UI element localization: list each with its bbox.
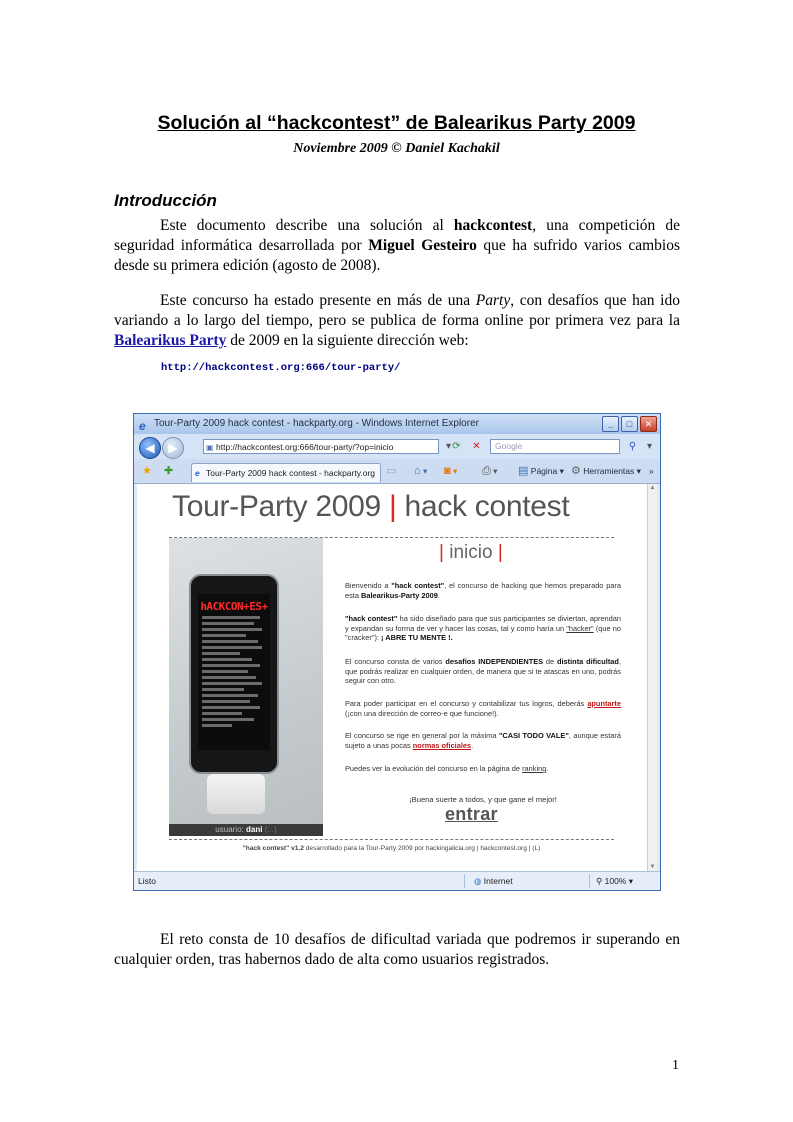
phone-logo: hACKCON+ES+ <box>200 600 268 613</box>
forward-icon[interactable]: ▶ <box>162 437 184 459</box>
tab-row <box>134 459 660 484</box>
phone-screen <box>198 594 270 750</box>
browser-screenshot <box>133 413 661 891</box>
site-footer: "hack contest" v1.2 desarrollado para la Tour-Party 2009 por hackingalicia.org | hackcontest.org | (L) <box>242 845 541 852</box>
tab-active[interactable]: e Tour-Party 2009 hack contest - hackparty.org <box>191 463 381 482</box>
search-icon[interactable]: ⚲ <box>628 441 637 452</box>
window-title: Tour-Party 2009 hack contest - hackparty.org - Windows Internet Explorer <box>154 418 479 429</box>
globe-icon: ◍ <box>474 876 482 886</box>
ie-logo-icon: e <box>139 419 146 433</box>
vertical-scrollbar[interactable]: ▲ ▼ <box>647 484 657 871</box>
site-paragraph-3: El concurso consta de varios desafíos INDEPENDIENTES de distinta dificultad, que podrás realizar en cualquier orden, de manera que si te atascas en uno, podrás seguir con otro. <box>345 657 621 685</box>
search-input[interactable]: Google <box>490 439 620 454</box>
close-icon[interactable]: ✕ <box>640 416 657 432</box>
tools-menu[interactable]: ⚙ Herramientas ▾ <box>571 465 641 477</box>
page-number: 1 <box>672 1058 679 1073</box>
site-title: Tour-Party 2009 | hack contest <box>172 490 570 523</box>
phone-dock <box>207 774 265 814</box>
user-indicator: usuario: dani (...) <box>169 824 323 836</box>
favorites-star-icon[interactable]: ★ <box>142 465 152 477</box>
address-row <box>134 434 660 459</box>
zoom-level[interactable]: ⚲ 100% ▾ <box>596 876 633 886</box>
dropdown-icon[interactable]: ▾ <box>445 441 452 452</box>
site-paragraph-5: El concurso se rige en general por la máxima "CASI TODO VALE", aunque estará sujeto a unas pocas normas oficiales. <box>345 731 621 750</box>
page-viewport <box>137 484 648 871</box>
status-bar <box>134 871 660 890</box>
site-paragraph-1: Bienvenido a "hack contest", el concurso de hacking que hemos preparado para esta Balearikus-Party 2009. <box>345 581 621 600</box>
feeds-icon[interactable]: ◙ ▾ <box>444 465 458 477</box>
intro-paragraph-1: Este documento describe una solución al hackcontest, una competición de seguridad informática desarrollada por Miguel Gesteiro que ha sufrido varios cambios desde su primera edición (agosto de 2008). <box>114 217 680 274</box>
normas-oficiales-link[interactable]: normas oficiales <box>412 740 472 750</box>
stop-icon[interactable]: ✕ <box>472 441 481 452</box>
site-section-title: | inicio | <box>439 542 503 563</box>
home-icon[interactable]: ⌂ ▾ <box>414 465 428 477</box>
print-icon[interactable]: ⎙ ▾ <box>482 465 498 477</box>
balearikus-party-link[interactable]: Balearikus Party <box>114 332 227 349</box>
apuntarte-link[interactable]: apuntarte <box>587 699 621 708</box>
security-zone: ◍ Internet <box>474 876 513 886</box>
maximize-icon[interactable]: □ <box>621 416 638 432</box>
site-closing: ¡Buena suerte a todos, y que gane el mejor! <box>409 795 557 804</box>
site-footer-divider <box>169 839 614 840</box>
site-paragraph-6: Puedes ver la evolución del concurso en la página de ranking. <box>345 764 549 773</box>
address-bar[interactable]: ▣ http://hackcontest.org:666/tour-party/?op=inicio <box>203 439 439 454</box>
back-icon[interactable]: ◀ <box>139 437 161 459</box>
document-subtitle: Noviembre 2009 © Daniel Kachakil <box>293 141 500 156</box>
challenge-paragraph: El reto consta de 10 desafíos de dificultad variada que podremos ir superando en cualquier orden, tras habernos dado de alta como usuarios registrados. <box>114 931 680 968</box>
page-menu[interactable]: ▤ Página ▾ <box>518 465 564 477</box>
document-title: Solución al “hackcontest” de Balearikus Party 2009 <box>157 112 636 134</box>
site-paragraph-4: Para poder participar en el concurso y contabilizar tus logros, deberás apuntarte (¡con una dirección de correo-e que funcione!). <box>345 699 621 718</box>
new-tab-icon[interactable]: ▭ <box>386 465 397 477</box>
ranking-link[interactable]: ranking <box>522 764 547 773</box>
add-favorite-icon[interactable]: ✚ <box>164 465 174 477</box>
status-text: Listo <box>138 876 156 886</box>
tab-page-icon: e <box>195 468 200 478</box>
search-options-icon[interactable]: ▾ <box>646 441 653 452</box>
window-titlebar <box>134 414 660 434</box>
refresh-icon[interactable]: ⟳ <box>452 441 461 452</box>
intro-paragraph-2: Este concurso ha estado presente en más de una Party, con desafíos que han ido variando a lo largo del tiempo, pero se publica de forma online por primera vez para la Balearikus Party de 2009 en la siguiente dirección web: <box>114 292 680 349</box>
phone-image <box>189 574 279 774</box>
minimize-icon[interactable]: _ <box>602 416 619 432</box>
site-paragraph-2: "hack contest" ha sido diseñado para que sus participantes se diviertan, aprendan y expandan su forma de ver y hacer las cosas, tal y como haría un "hacker" (que no "cracker"): ¡ ABRE TU MENTE !. <box>345 614 622 642</box>
page-icon: ▣ <box>206 443 214 452</box>
section-heading: Introducción <box>114 191 217 210</box>
hacker-link[interactable]: "hacker" <box>566 623 594 633</box>
zoom-icon: ⚲ <box>596 876 603 886</box>
enter-link[interactable]: entrar <box>445 804 498 824</box>
phone-photo <box>169 538 323 836</box>
more-icon[interactable]: » <box>649 466 654 476</box>
contest-url: http://hackcontest.org:666/tour-party/ <box>161 362 401 374</box>
